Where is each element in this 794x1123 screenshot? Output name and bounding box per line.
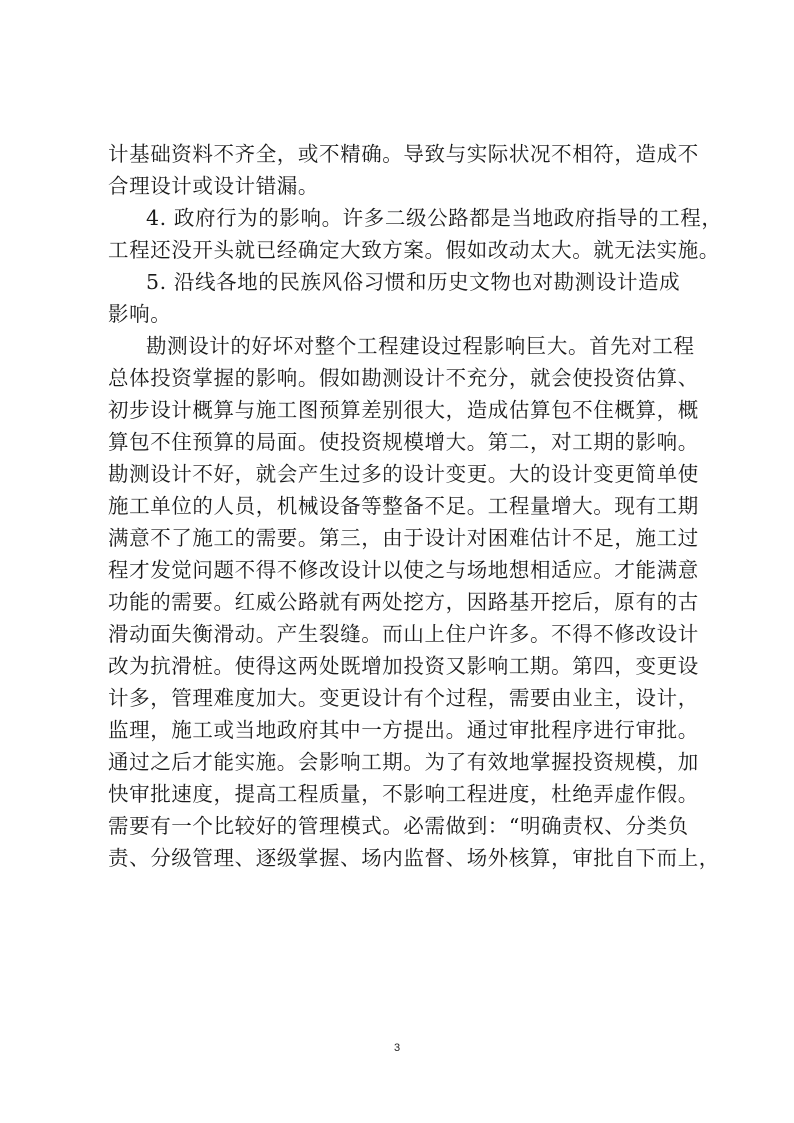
- text-line: 程才发觉问题不得不修改设计以使之与场地想相适应。才能满意: [108, 558, 699, 582]
- text-line: 算包不住预算的局面。使投资规模增大。第二，对工期的影响。: [108, 430, 699, 454]
- text-line: 需要有一个比较好的管理模式。必需做到：“明确责权、分类负: [108, 814, 689, 838]
- text-line: 改为抗滑桩。使得这两处既增加投资又影响工期。第四，变更设: [108, 654, 699, 678]
- text-line: 监理，施工或当地政府其中一方提出。通过审批程序进行审批。: [108, 718, 699, 742]
- text-line: 责、分级管理、逐级掌握、场内监督、场外核算，审批自下而上，: [108, 846, 720, 870]
- text-line: 通过之后才能实施。会影响工期。为了有效地掌握投资规模，加: [108, 750, 699, 774]
- body-text: [108, 138, 723, 874]
- text-line: 施工单位的人员，机械设备等整备不足。工程量增大。现有工期: [108, 494, 699, 518]
- text-line: 滑动面失衡滑动。产生裂缝。而山上住户许多。不得不修改设计: [108, 622, 699, 646]
- text-line: 合理设计或设计错漏。: [108, 174, 319, 198]
- text-line: 勘测设计不好，就会产生过多的设计变更。大的设计变更简单使: [108, 462, 699, 486]
- text-line: 总体投资掌握的影响。假如勘测设计不充分，就会使投资估算、: [108, 366, 699, 390]
- text-line: 计基础资料不齐全，或不精确。导致与实际状况不相符，造成不: [108, 142, 699, 166]
- text-line: 影响。: [108, 302, 172, 326]
- text-line: 快审批速度，提高工程质量，不影响工程进度，杜绝弄虚作假。: [108, 782, 699, 806]
- text-line: 满意不了施工的需要。第三，由于设计对困难估计不足，施工过: [108, 526, 699, 550]
- text-line: 功能的需要。红威公路就有两处挖方，因路基开挖后，原有的古: [108, 590, 699, 614]
- text-line: 工程还没开头就已经确定大致方案。假如改动太大。就无法实施。: [108, 238, 720, 262]
- text-line: 4. 政府行为的影响。许多二级公路都是当地政府指导的工程，: [146, 206, 723, 230]
- text-line: 初步设计概算与施工图预算差别很大，造成估算包不住概算，概: [108, 398, 699, 422]
- text-line: 计多，管理难度加大。变更设计有个过程，需要由业主，设计，: [108, 686, 699, 710]
- text-line: 勘测设计的好坏对整个工程建设过程影响巨大。首先对工程: [146, 334, 695, 358]
- page-number: 3: [393, 1042, 401, 1054]
- text-line: 5. 沿线各地的民族风俗习惯和历史文物也对勘测设计造成: [146, 270, 681, 294]
